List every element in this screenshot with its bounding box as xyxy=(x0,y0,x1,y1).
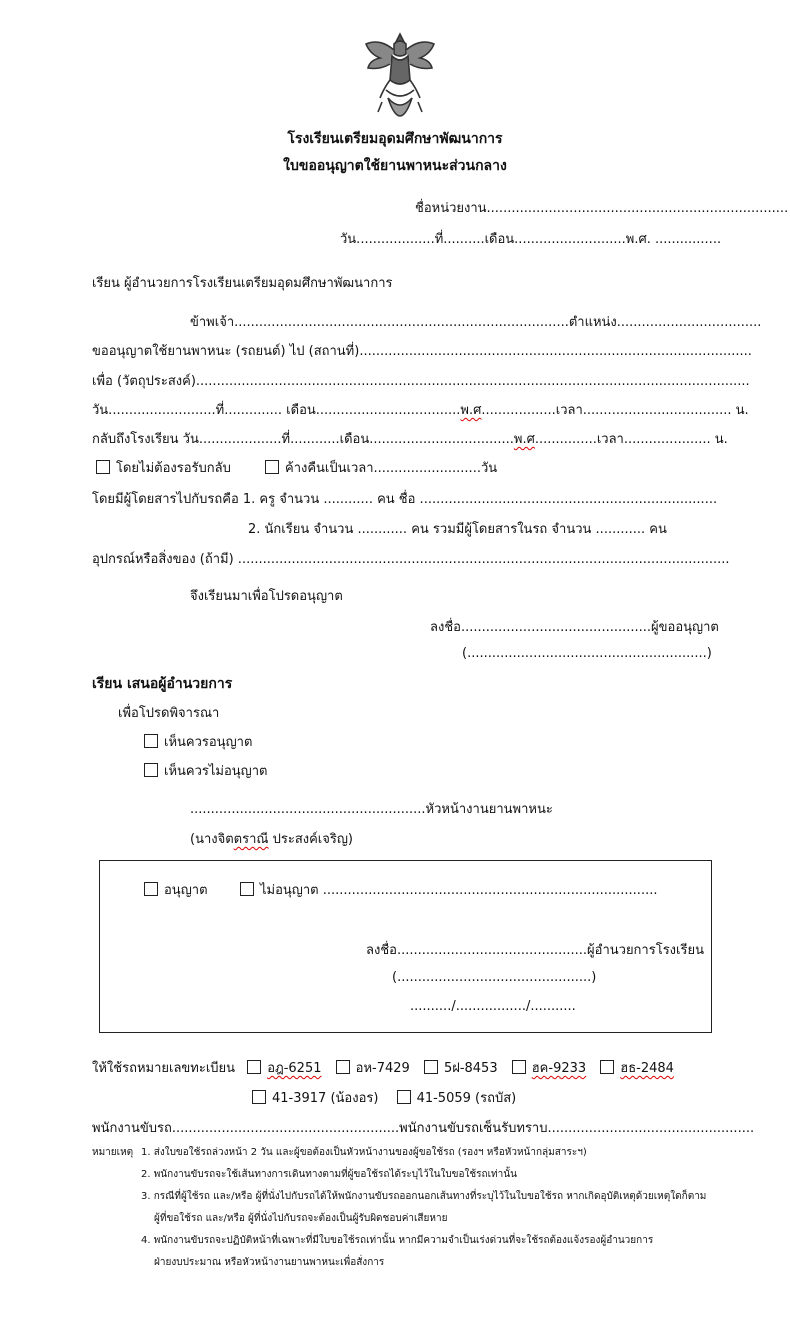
note-3b: ผู้ที่ขอใช้รถ และ/หรือ ผู้ที่นั่งไปกับรถจะต้องเป็นผู้รับผิดชอบค่าเสียหาย xyxy=(154,1213,448,1224)
plate-option[interactable] xyxy=(247,1061,321,1076)
equipment-field[interactable]: อุปกรณ์หรือสิ่งของ (ถ้ามี) ....................................................................................................................... xyxy=(92,552,730,567)
driver-field[interactable]: พนักงานขับรถ.......................................................พนักงานขับรถเซ็นรับทราบ.................................................. xyxy=(92,1121,755,1136)
departure-date-text: วัน..........................ที่.............. เดือน................................... xyxy=(92,403,461,418)
recommend-deny-label: เห็นควรไม่อนุญาต xyxy=(164,764,268,779)
recommend-deny-checkbox[interactable] xyxy=(144,763,158,777)
director-deny-label: ไม่อนุญาต ................................................................................. xyxy=(260,883,658,898)
purpose-field[interactable]: เพื่อ (วัตถุประสงค์)...................................................................................................................................... xyxy=(92,374,750,389)
note-3a: 3. กรณีที่ผู้ใช้รถ และ/หรือ ผู้ที่นั่งไปกับรถได้ให้พนักงานขับรถออกนอกเส้นทางที่ระบุไว้ในใบขอใช้รถ หากเกิดอุบัติเหตุด้วยเหตุใดก็ตาม xyxy=(141,1191,707,1202)
plate-option[interactable] xyxy=(600,1061,674,1076)
plate-label: 5ฝ-8453 xyxy=(443,1061,498,1076)
plate-checkbox[interactable] xyxy=(252,1090,266,1104)
requester-signature-name[interactable]: (..........................................................) xyxy=(462,646,712,661)
plate-option[interactable] xyxy=(397,1091,517,1106)
director-approve-checkbox[interactable] xyxy=(144,882,158,896)
vehicle-selection xyxy=(92,1057,674,1078)
plate-option[interactable] xyxy=(252,1091,378,1106)
plate-checkbox[interactable] xyxy=(336,1060,350,1074)
overnight-label: ค้างคืนเป็นเวลา..........................วัน xyxy=(285,461,498,476)
overnight-option[interactable] xyxy=(265,457,497,478)
vehicle-head-name xyxy=(190,828,353,849)
school-name: โรงเรียนเตรียมอุดมศึกษาพัฒนาการ xyxy=(287,131,503,147)
vehicle-head-name-part3: ประสงค์เจริญ) xyxy=(268,832,353,847)
review-heading: เรียน เสนอผู้อำนวยการ xyxy=(92,676,233,692)
director-sign-date[interactable]: ........../................./........... xyxy=(410,999,576,1014)
note-4a: 4. พนักงานขับรถจะปฏิบัติหน้าที่เฉพาะที่มีใบขอใช้รถเท่านั้น หากมีความจำเป็นเร่งด่วนที่จะใช้รถต้องแจ้งรองผู้อำนวยการ xyxy=(141,1235,654,1246)
plate-label: ฮธ-2484 xyxy=(620,1061,674,1076)
vehicle-head-name-part1: (นางจิต xyxy=(190,832,234,847)
note-4b: ฝ่ายงบประมาณ หรือหัวหน้างานยานพาหนะเพื่อสั่งการ xyxy=(154,1257,385,1268)
plate-option[interactable] xyxy=(336,1061,410,1076)
vehicle-head-signature[interactable]: .........................................................หัวหน้างานยานพาหนะ xyxy=(190,802,553,817)
review-consider: เพื่อโปรดพิจารณา xyxy=(118,706,220,721)
requester-signature[interactable]: ลงชื่อ..............................................ผู้ขออนุญาต xyxy=(430,620,719,635)
date-field[interactable]: วัน...................ที่..........เดือน...........................พ.ศ. ................ xyxy=(340,232,722,247)
recommend-approve-label: เห็นควรอนุญาต xyxy=(164,735,253,750)
vehicle-selection-row2 xyxy=(252,1087,516,1108)
return-year-label: พ.ศ xyxy=(513,432,535,447)
request-closing: จึงเรียนมาเพื่อโปรดอนุญาต xyxy=(190,589,343,604)
departure-time-text: ..................เวลา.................................... น. xyxy=(481,403,749,418)
plate-label: อห-7429 xyxy=(355,1061,410,1076)
student-passengers-field[interactable]: 2. นักเรียน จำนวน ............ คน รวมมีผู้โดยสารในรถ จำนวน ............ คน xyxy=(248,522,667,537)
overnight-checkbox[interactable] xyxy=(265,460,279,474)
recommend-deny-option[interactable] xyxy=(144,760,268,781)
vehicle-label: ให้ใช้รถหมายเลขทะเบียน xyxy=(92,1061,236,1076)
note-2: 2. พนักงานขับรถจะใช้เส้นทางการเดินทางตามที่ผู้ขอใช้รถได้ระบุไว้ในใบขอใช้รถเท่านั้น xyxy=(141,1169,517,1180)
plate-label: ฮค-9233 xyxy=(531,1061,587,1076)
return-date-text: กลับถึงโรงเรียน วัน....................ที่............เดือน................................... xyxy=(92,432,514,447)
director-approve-label: อนุญาต xyxy=(164,883,208,898)
plate-checkbox[interactable] xyxy=(247,1060,261,1074)
departure-year-label: พ.ศ xyxy=(460,403,482,418)
notes-label: หมายเหตุ xyxy=(92,1147,134,1158)
plate-option[interactable] xyxy=(424,1061,498,1076)
plate-label: 41-3917 (น้องอร) xyxy=(272,1091,379,1106)
return-field[interactable] xyxy=(92,428,728,449)
vehicle-head-name-part2: ตราณี xyxy=(233,832,269,847)
unit-name-field[interactable]: ชื่อหน่วยงาน......................................................................... xyxy=(415,201,789,216)
no-pickup-label: โดยไม่ต้องรอรับกลับ xyxy=(116,461,231,476)
teacher-passengers-field[interactable]: โดยมีผู้โดยสารไปกับรถคือ 1. ครู จำนวน ............ คน ชื่อ ........................................................................ xyxy=(92,492,718,507)
requester-name-field[interactable]: ข้าพเจ้า.................................................................................ตำแหน่ง................................... xyxy=(190,315,762,330)
form-title: ใบขออนุญาตใช้ยานพาหนะส่วนกลาง xyxy=(283,158,507,174)
director-signature-name[interactable]: (...............................................) xyxy=(392,970,597,985)
plate-checkbox[interactable] xyxy=(600,1060,614,1074)
destination-field[interactable]: ขออนุญาตใช้ยานพาหนะ (รถยนต์) ไป (สถานที่)............................................................................................... xyxy=(92,344,752,359)
plate-label: 41-5059 (รถบัส) xyxy=(416,1091,517,1106)
note-1: 1. ส่งใบขอใช้รถล่วงหน้า 2 วัน และผู้ขอต้องเป็นหัวหน้างานของผู้ขอใช้รถ (รองฯ หรือหัวหน้ากลุ่มสาระฯ) xyxy=(141,1147,587,1158)
no-pickup-option[interactable] xyxy=(96,457,231,478)
plate-label: อฎ-6251 xyxy=(267,1061,322,1076)
plate-checkbox[interactable] xyxy=(512,1060,526,1074)
recommend-approve-option[interactable] xyxy=(144,731,252,752)
director-deny-option[interactable] xyxy=(240,879,657,900)
recommend-approve-checkbox[interactable] xyxy=(144,734,158,748)
departure-field[interactable] xyxy=(92,399,749,420)
no-pickup-checkbox[interactable] xyxy=(96,460,110,474)
director-approve-option[interactable] xyxy=(144,879,208,900)
return-time-text: ...............เวลา..................... น. xyxy=(534,432,728,447)
plate-checkbox[interactable] xyxy=(424,1060,438,1074)
director-deny-checkbox[interactable] xyxy=(240,882,254,896)
plate-option[interactable] xyxy=(512,1061,586,1076)
garuda-emblem xyxy=(360,28,440,120)
director-signature[interactable]: ลงชื่อ..............................................ผู้อำนวยการโรงเรียน xyxy=(366,943,704,958)
salutation: เรียน ผู้อำนวยการโรงเรียนเตรียมอุดมศึกษาพัฒนาการ xyxy=(92,276,393,291)
plate-checkbox[interactable] xyxy=(397,1090,411,1104)
